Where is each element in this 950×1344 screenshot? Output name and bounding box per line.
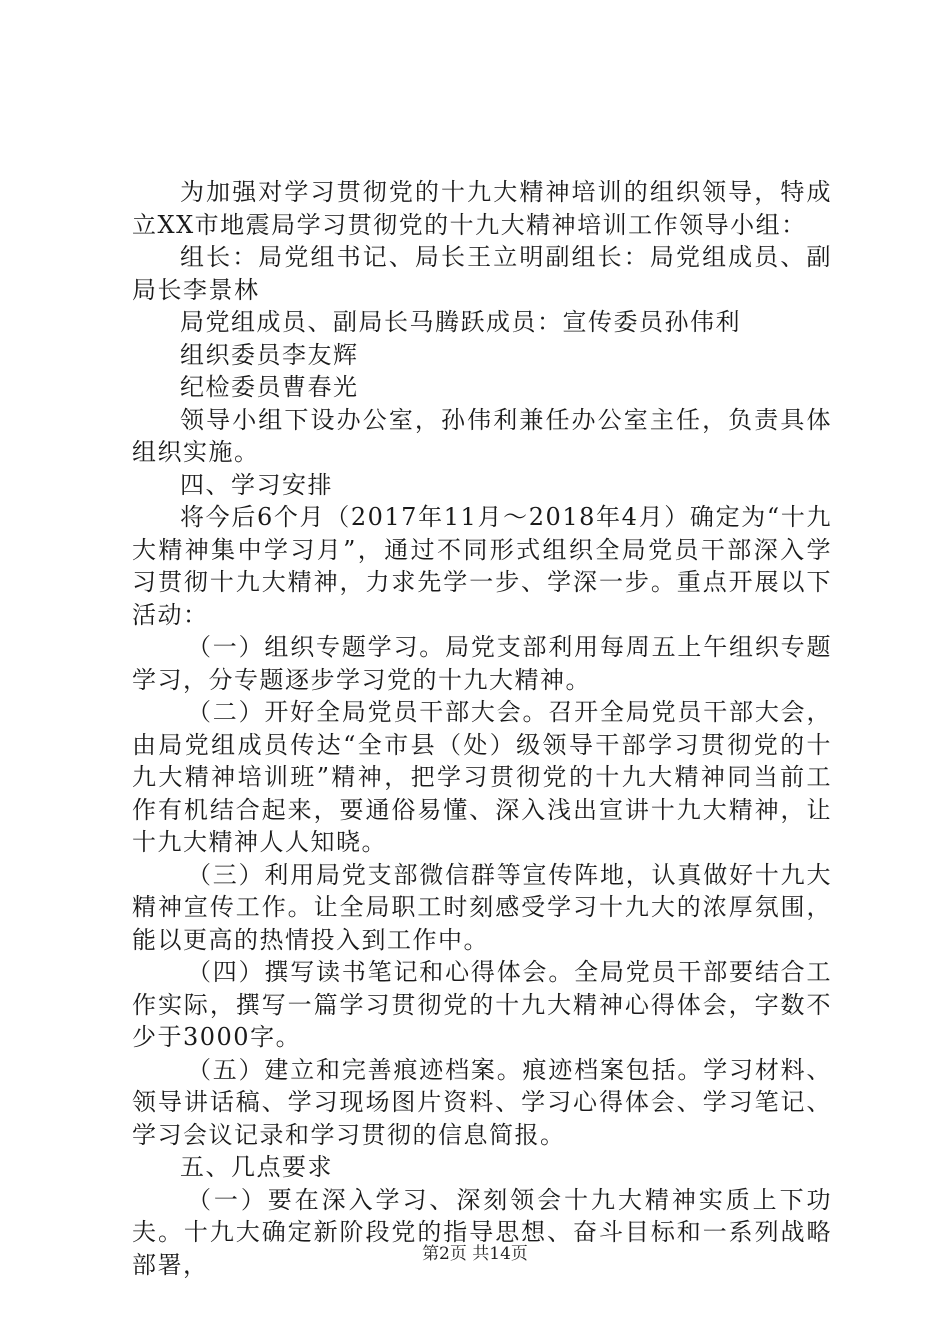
list-item-wechat-publicity: （三）利用局党支部微信群等宣传阵地，认真做好十九大精神宣传工作。让全局职工时刻感受学习十九大的浓厚氛围，能以更高的热情投入到工作中。: [132, 860, 832, 954]
section-heading-requirements: 五、几点要求: [180, 1153, 333, 1181]
document-body: [132, 176, 832, 1281]
paragraph-organization-member: 组织委员李友辉: [180, 340, 359, 369]
paragraph-discipline-member: 纪检委员曹春光: [180, 373, 359, 401]
paragraph-study-month: 将今后6个月（2017年11月～2018年4月）确定为“十九大精神集中学习月”，通过不同形式组织全局党员干部深入学习贯彻十九大精神，力求先学一步、学深一步。重点开展以下活动：: [132, 503, 832, 629]
list-item-trace-archive: （五）建立和完善痕迹档案。痕迹档案包括。学习材料、领导讲话稿、学习现场图片资料、学习心得体会、学习笔记、学习会议记录和学习贯彻的信息简报。: [132, 1055, 832, 1149]
paragraph-office: 领导小组下设办公室，孙伟利兼任办公室主任，负责具体组织实施。: [132, 405, 832, 466]
paragraph-team-members: 局党组成员、副局长马腾跃成员：宣传委员孙伟利: [180, 308, 741, 336]
list-item-requirement-one: （一）要在深入学习、深刻领会十九大精神实质上下功夫。十九大确定新阶段党的指导思想、奋斗目标和一系列战略部署，: [132, 1185, 832, 1279]
page-number-footer: 第2页 共14页: [422, 1244, 528, 1264]
list-item-reading-notes: （四）撰写读书笔记和心得体会。全局党员干部要结合工作实际，撰写一篇学习贯彻党的十九大精神心得体会，字数不少于3000字。: [132, 958, 832, 1051]
paragraph-team-leader: 组长：局党组书记、局长王立明副组长：局党组成员、副局长李景林: [132, 243, 832, 304]
list-item-cadre-meeting: （二）开好全局党员干部大会。召开全局党员干部大会，由局党组成员传达“全市县（处）级领导干部学习贯彻党的十九大精神培训班”精神，把学习贯彻党的十九大精神同当前工作有机结合起来，要通俗易懂、深入浅出宣讲十九大精神，让十九大精神人人知晓。: [132, 698, 832, 856]
section-heading-study-arrangement: 四、学习安排: [180, 470, 333, 499]
paragraph-intro: 为加强对学习贯彻党的十九大精神培训的组织领导，特成立XX市地震局学习贯彻党的十九大精神培训工作领导小组：: [132, 178, 832, 239]
list-item-topic-study: （一）组织专题学习。局党支部利用每周五上午组织专题学习，分专题逐步学习党的十九大精神。: [132, 633, 832, 694]
